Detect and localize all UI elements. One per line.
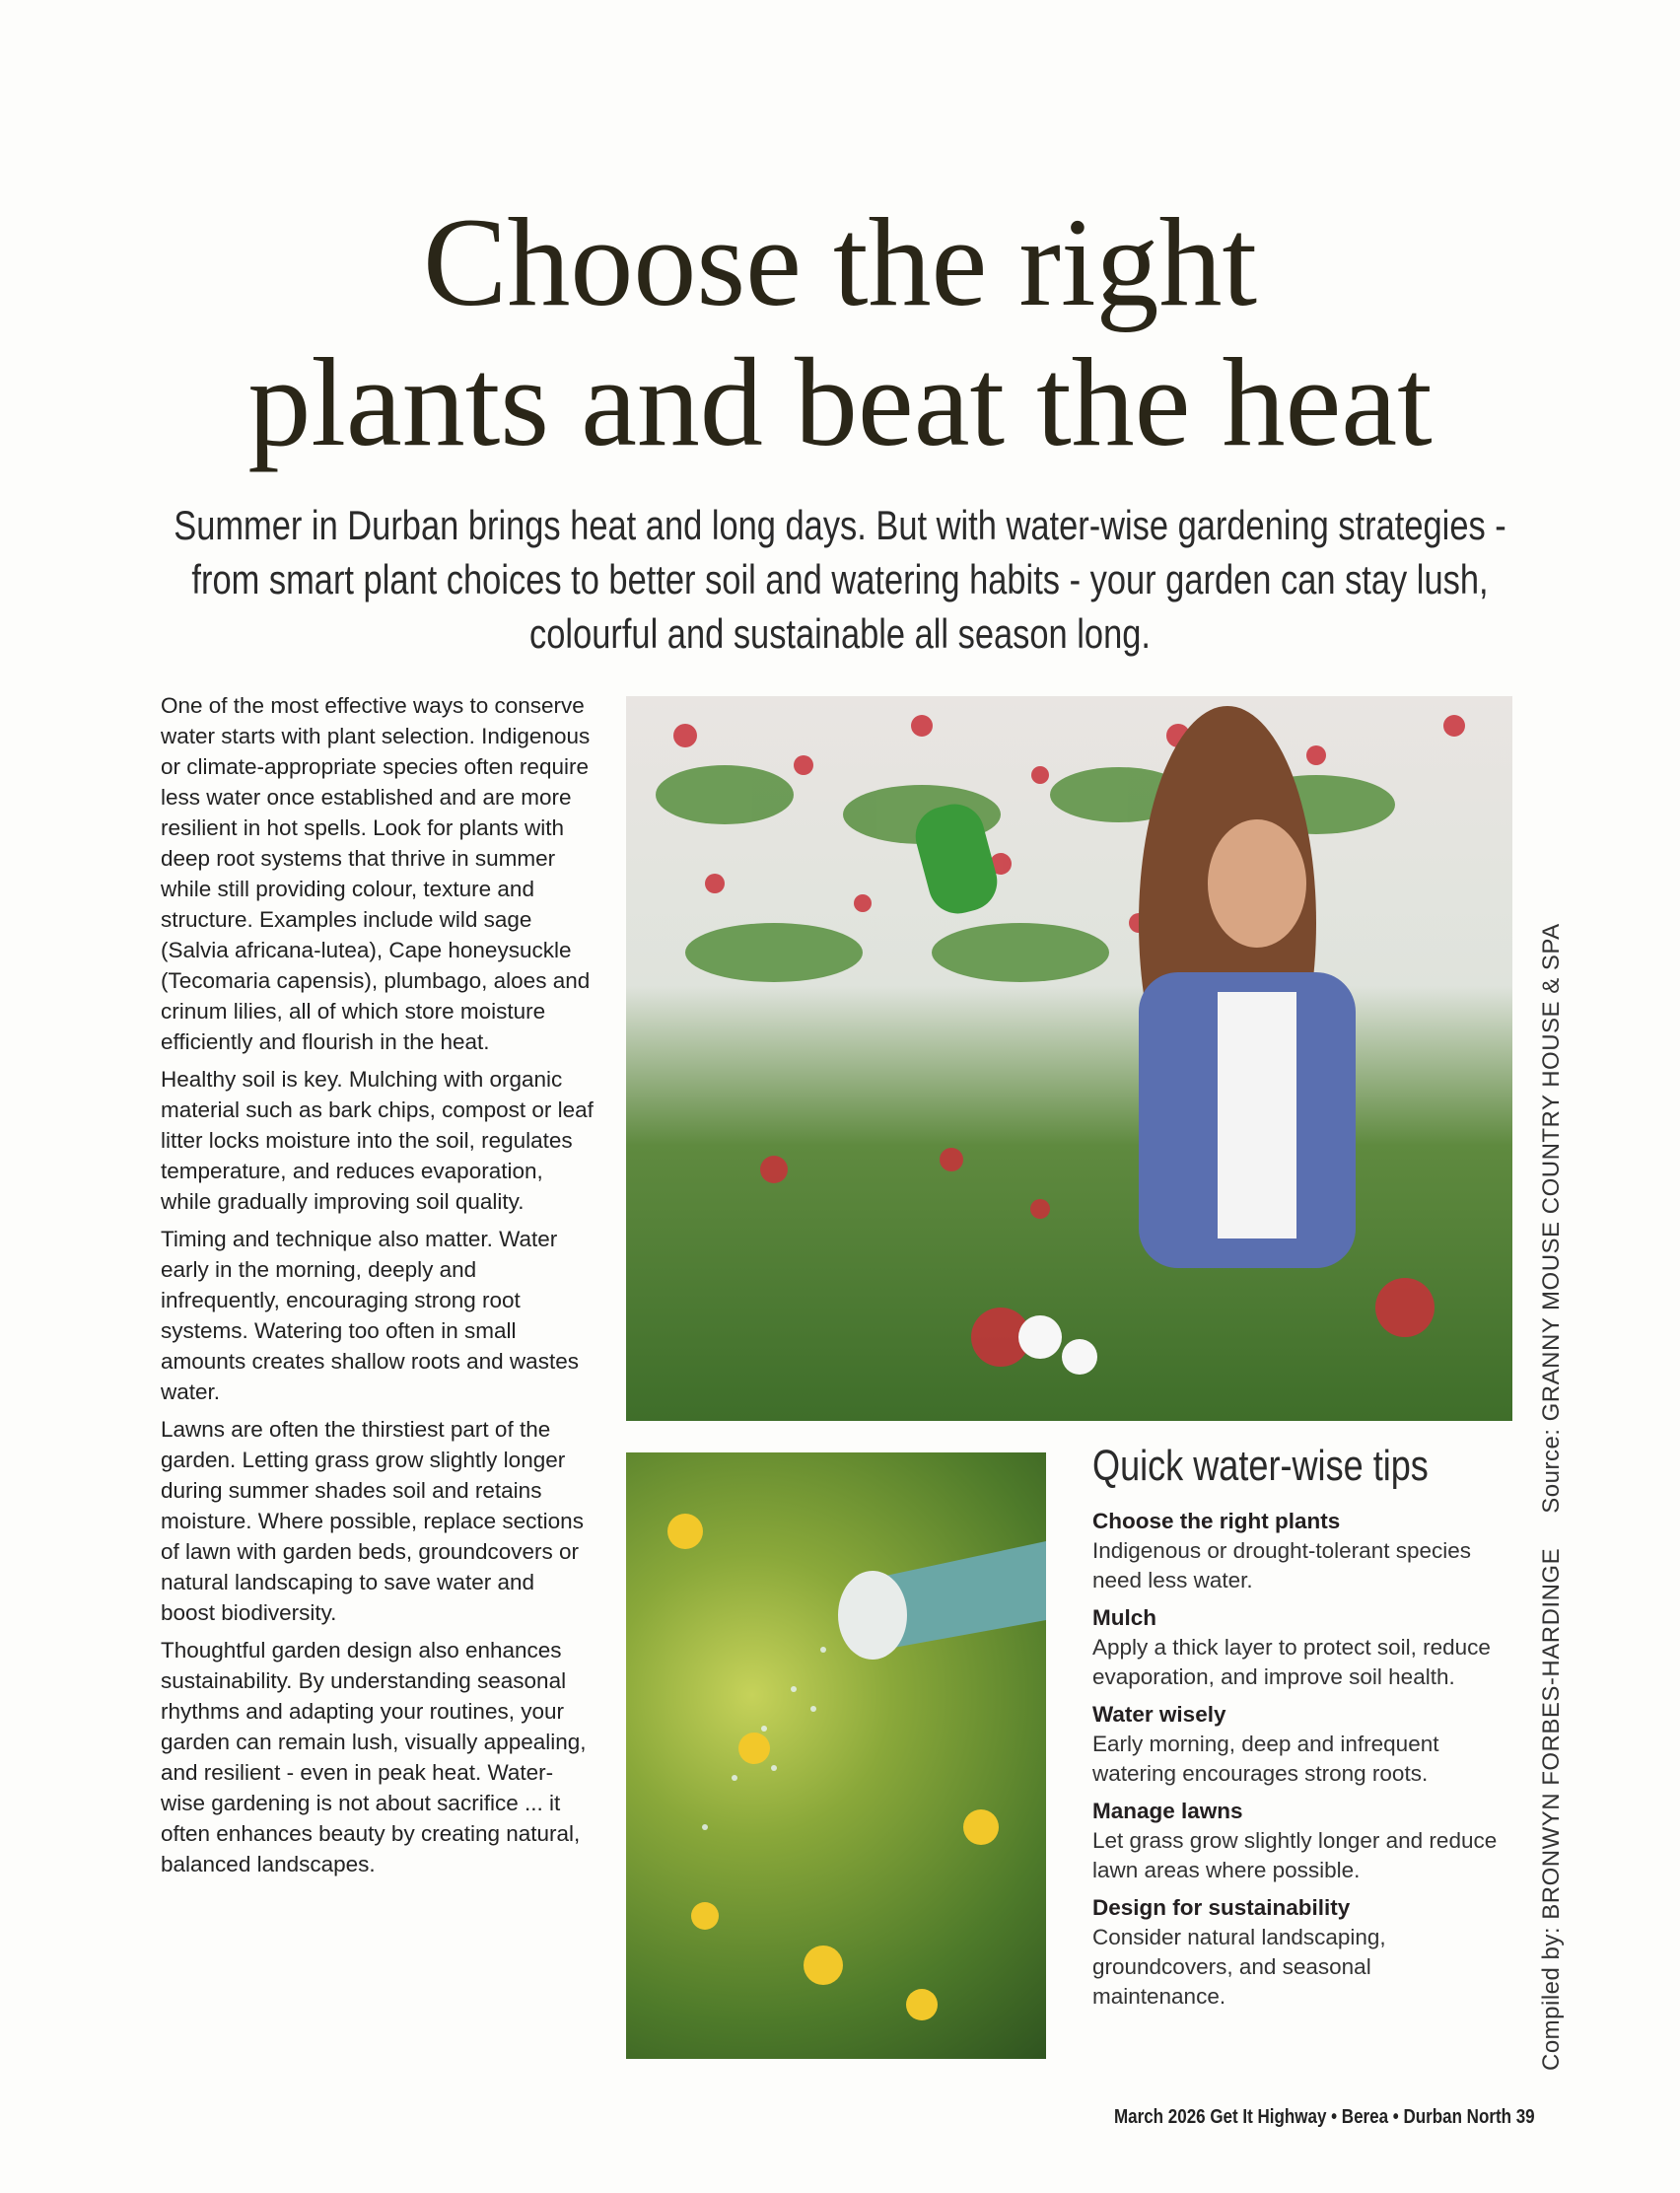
tip-item xyxy=(1092,1507,1506,1595)
standfirst: Summer in Durban brings heat and long days. But with water-wise gardening strategies - from smart plant choices to better soil and watering habits - your garden can stay lush, colourful and sustainable all season long. xyxy=(174,502,1506,657)
tips-box xyxy=(1092,1440,1506,2019)
tip-item xyxy=(1092,1603,1506,1692)
source-credit: Source: GRANNY MOUSE COUNTRY HOUSE & SPA xyxy=(1538,923,1565,1514)
article-body xyxy=(161,690,595,1886)
tip-title: Choose the right plants xyxy=(1092,1509,1341,1533)
tip-item xyxy=(1092,1700,1506,1789)
page-title xyxy=(0,192,1680,472)
compiled-by: Compiled by: BRONWYN FORBES-HARDINGE xyxy=(1538,1547,1565,2071)
tip-text: Apply a thick layer to protect soil, reduce evaporation, and improve soil health. xyxy=(1092,1635,1491,1689)
tips-heading: Quick water-wise tips xyxy=(1092,1442,1429,1490)
tip-title: Manage lawns xyxy=(1092,1799,1243,1823)
tip-title: Mulch xyxy=(1092,1605,1156,1630)
tip-item xyxy=(1092,1797,1506,1885)
paragraph: Thoughtful garden design also enhances sustainability. By understanding seasonal rhythms and adapting your routines, your garden can remain lush, visually appealing, and resilient - even in peak heat. Water-wise gardening is not about sacrifice ... it often enhances beauty by creating natural, balanced landscapes. xyxy=(161,1638,587,1876)
photo-woman-watering-plants xyxy=(626,696,1512,1421)
tip-text: Indigenous or drought-tolerant species need less water. xyxy=(1092,1538,1471,1592)
photo-watering-can-flowers xyxy=(626,1452,1046,2059)
tip-text: Consider natural landscaping, groundcovers, and seasonal maintenance. xyxy=(1092,1925,1386,2009)
paragraph: Lawns are often the thirstiest part of the garden. Letting grass grow slightly longer during summer shades soil and retains moisture. Where possible, replace sections of lawn with garden beds, groundcovers or natural landscaping to save water and boost biodiversity. xyxy=(161,1417,584,1625)
page-footer: March 2026 Get It Highway • Berea • Durban North 39 xyxy=(1114,2106,1535,2128)
tip-item xyxy=(1092,1893,1506,2012)
paragraph: One of the most effective ways to conserve water starts with plant selection. Indigenous or climate-appropriate species often require less water once established and are more resilient in hot spells. Look for plants with deep root systems that thrive in summer while still providing colour, texture and structure. Examples include wild sage (Salvia africana-lutea), Cape honeysuckle (Tecomaria capensis), plumbago, aloes and crinum lilies, all of which store moisture efficiently and flourish in the heat. xyxy=(161,693,591,1054)
title-line-1: Choose the right xyxy=(422,192,1258,332)
tip-title: Water wisely xyxy=(1092,1702,1226,1727)
paragraph: Timing and technique also matter. Water early in the morning, deeply and infrequently, encouraging strong root systems. Watering too often in small amounts creates shallow roots and wastes water. xyxy=(161,1227,579,1404)
tip-title: Design for sustainability xyxy=(1092,1895,1351,1920)
title-line-2: plants and beat the heat xyxy=(247,332,1433,472)
tip-text: Early morning, deep and infrequent watering encourages strong roots. xyxy=(1092,1732,1439,1786)
credits xyxy=(1538,895,1566,2071)
paragraph: Healthy soil is key. Mulching with organic material such as bark chips, compost or leaf litter locks moisture into the soil, regulates temperature, and reduces evaporation, while gradually improving soil quality. xyxy=(161,1067,594,1214)
tip-text: Let grass grow slightly longer and reduce lawn areas where possible. xyxy=(1092,1828,1498,1882)
